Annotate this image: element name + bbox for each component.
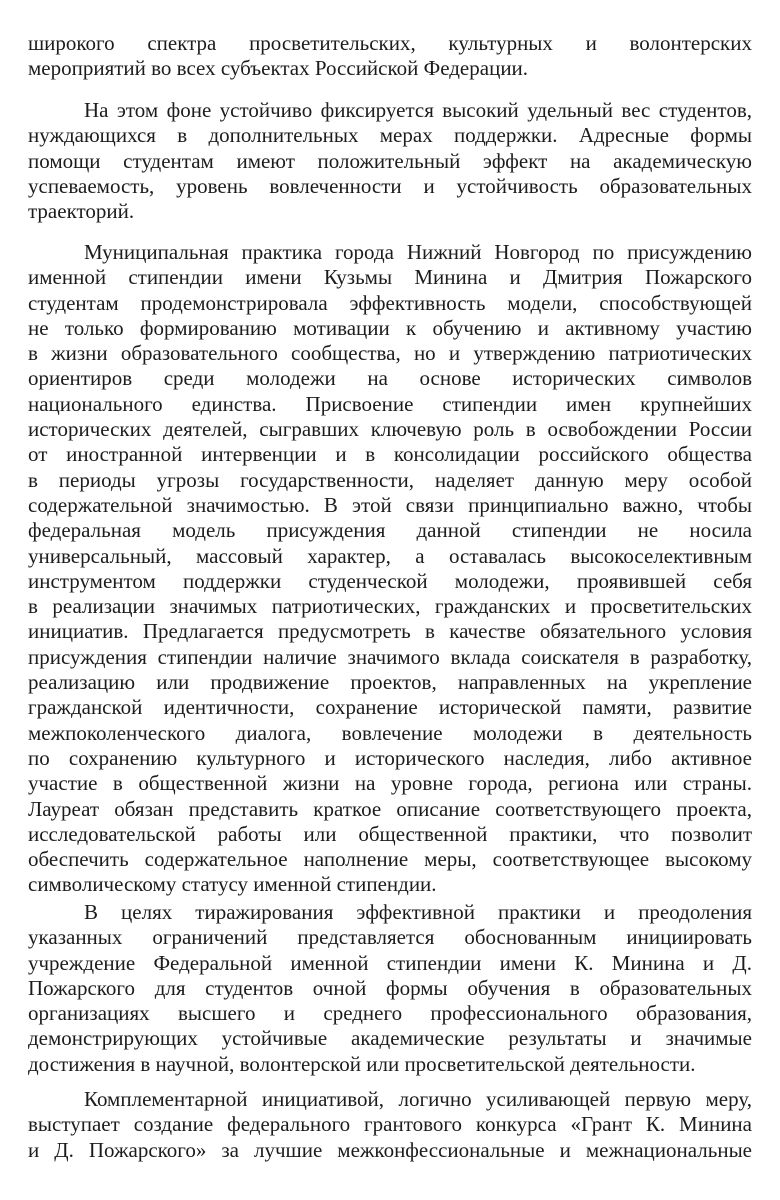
text-line: мероприятий во всех субъектах Российской Федерации. [28,56,529,81]
paragraph [28,900,752,1077]
text-line: траекторий. [28,199,135,224]
text-line: На этом фоне устойчиво фиксируется высокий удельный вес студентов, [84,98,752,122]
text-line: широкого спектра просветительских, культурных и волонтерских [28,31,752,55]
text-line: инструментом поддержки студенческой молодежи, проявившей себя [28,568,752,593]
text-line: символическому статусу именной стипендии. [28,872,437,897]
text-line: межпоколенческого диалога, вовлечение молодежи в деятельность [28,720,752,745]
text-line: присуждения стипендии наличие значимого вклада соискателя в разработку, [28,644,752,669]
text-line: исторических деятелей, сыгравших ключевую роль в освобождении России [28,417,752,442]
text-line: ориентиров среди молодежи на основе исторических символов [28,366,752,391]
text-line: В целях тиражирования эффективной практики и преодоления [84,900,752,924]
text-line: указанных ограничений представляется обоснованным инициировать [28,925,752,950]
paragraph [28,240,752,898]
text-line: Муниципальная практика города Нижний Новгород по присуждению [84,240,752,264]
text-line: исследовательской работы или общественной практики, что позволит [28,821,752,846]
text-line: успеваемость, уровень вовлеченности и устойчивость образовательных [28,173,752,198]
text-line: студентам продемонстрировала эффективность модели, способствующей [28,290,752,315]
text-line: Лауреат обязан представить краткое описание соответствующего проекта, [28,796,752,821]
text-line: организациях высшего и среднего профессионального образования, [28,1001,752,1026]
text-line: не только формированию мотивации к обучению и активному участию [28,315,752,340]
text-line: помощи студентам имеют положительный эффект на академическую [28,148,752,173]
text-line: по сохранению культурного и исторического наследия, либо активное [28,745,752,770]
text-line: от иностранной интервенции и в консолидации российского общества [28,442,752,467]
paragraph [28,31,752,82]
text-line: универсальный, массовый характер, а оставалась высокоселективным [28,543,752,568]
paragraph [28,98,752,224]
text-line: нуждающихся в дополнительных мерах поддержки. Адресные формы [28,123,752,148]
text-line: Комплементарной инициативой, логично усиливающей первую меру, [84,1087,752,1111]
text-line: гражданской идентичности, сохранение исторической памяти, развитие [28,695,752,720]
text-line: национального единства. Присвоение стипендии имен крупнейших [28,391,752,416]
text-line: реализацию или продвижение проектов, направленных на укрепление [28,670,752,695]
text-line: содержательной значимостью. В этой связи принципиально важно, чтобы [28,492,752,517]
text-line: и Д. Пожарского» за лучшие межконфессиональные и межнациональные [28,1137,752,1162]
text-line: федеральная модель присуждения данной стипендии не носила [28,518,752,543]
paragraph [28,1087,752,1163]
text-line: участие в общественной жизни на уровне города, региона или страны. [28,771,752,796]
text-line: достижения в научной, волонтерской или просветительской деятельности. [28,1051,696,1076]
text-line: в периоды угрозы государственности, наделяет данную меру особой [28,467,752,492]
text-line: обеспечить содержательное наполнение меры, соответствующее высокому [28,847,752,872]
text-line: в реализации значимых патриотических, гражданских и просветительских [28,594,752,619]
text-line: выступает создание федерального грантового конкурса «Грант К. Минина [28,1112,752,1137]
text-line: именной стипендии имени Кузьмы Минина и Дмитрия Пожарского [28,265,752,290]
text-line: демонстрирующих устойчивые академические результаты и значимые [28,1026,752,1051]
text-line: учреждение Федеральной именной стипендии имени К. Минина и Д. [28,950,752,975]
text-line: Пожарского для студентов очной формы обучения в образовательных [28,975,752,1000]
text-line: инициатив. Предлагается предусмотреть в качестве обязательного условия [28,619,752,644]
text-line: в жизни образовательного сообщества, но и утверждению патриотических [28,341,752,366]
